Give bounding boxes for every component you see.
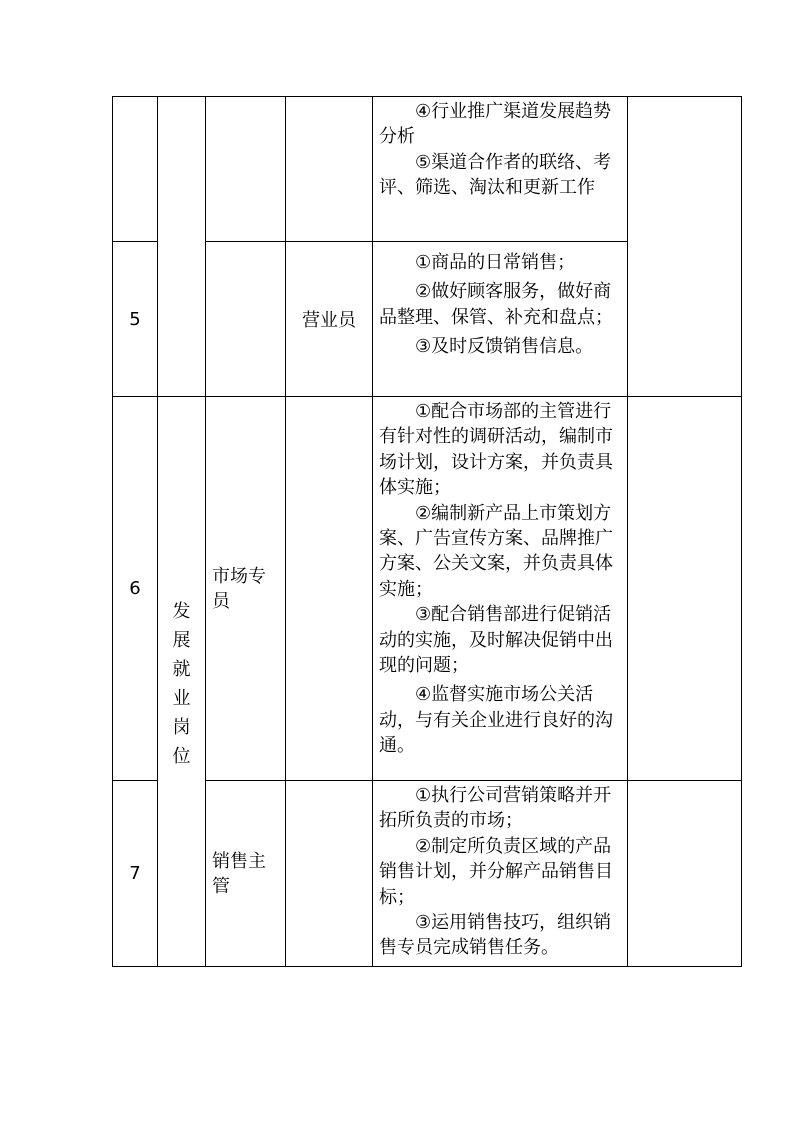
sub-position-cell	[286, 397, 373, 781]
category-cell-empty	[158, 97, 206, 397]
table-row	[113, 397, 742, 781]
category-cell	[158, 397, 206, 967]
duty-item: ②编制新产品上市策划方案、广告宣传方案、品牌推广方案、公关文案，并负责具体实施；	[379, 502, 613, 600]
row-number-cell: 5	[113, 242, 158, 397]
row-number-cell: 7	[113, 781, 158, 967]
duty-item: ②做好顾客服务，做好商品整理、保管、补充和盘点；	[379, 281, 613, 328]
duty-item: ⑤渠道合作者的联络、考评、筛选、淘汰和更新工作	[379, 151, 612, 199]
table-row	[113, 97, 742, 242]
duties-cell	[373, 781, 628, 967]
row-number-cell	[113, 97, 158, 242]
remarks-cell	[628, 397, 742, 781]
remarks-cell	[628, 97, 742, 397]
duty-item: ③配合销售部进行促销活动的实施，及时解决促销中出现的问题；	[379, 604, 613, 677]
position-cell: 市场专员	[206, 397, 286, 781]
sub-position-cell	[286, 781, 373, 967]
duty-item: ②制定所负责区域的产品销售计划，并分解产品销售目标；	[379, 835, 613, 908]
sub-position-cell	[286, 97, 373, 242]
duty-item: ④监督实施市场公关活动，与有关企业进行良好的沟通。	[379, 684, 613, 757]
position-cell: 销售主管	[206, 781, 286, 967]
row-number-cell: 6	[113, 397, 158, 781]
sub-position-cell: 营业员	[286, 242, 373, 397]
duty-item: ①配合市场部的主管进行有针对性的调研活动，编制市场计划，设计方案，并负责具体实施；	[379, 401, 613, 499]
duty-item: ③及时反馈销售信息。	[415, 336, 594, 358]
position-cell	[206, 242, 286, 397]
duties-cell	[373, 397, 628, 781]
job-duties-table	[112, 96, 742, 967]
duties-cell	[373, 242, 628, 397]
duties-cell	[373, 97, 628, 242]
table-row	[113, 781, 742, 967]
position-cell	[206, 97, 286, 242]
category-label: 发展就业岗位	[172, 601, 191, 767]
duty-item: ①执行公司营销策略并开拓所负责的市场；	[379, 785, 612, 832]
duty-item: ①商品的日常销售；	[415, 252, 576, 273]
duty-item: ③运用销售技巧，组织销售专员完成销售任务。	[379, 912, 612, 959]
duty-item: ④行业推广渠道发展趋势分析	[379, 101, 612, 148]
remarks-cell	[628, 781, 742, 967]
